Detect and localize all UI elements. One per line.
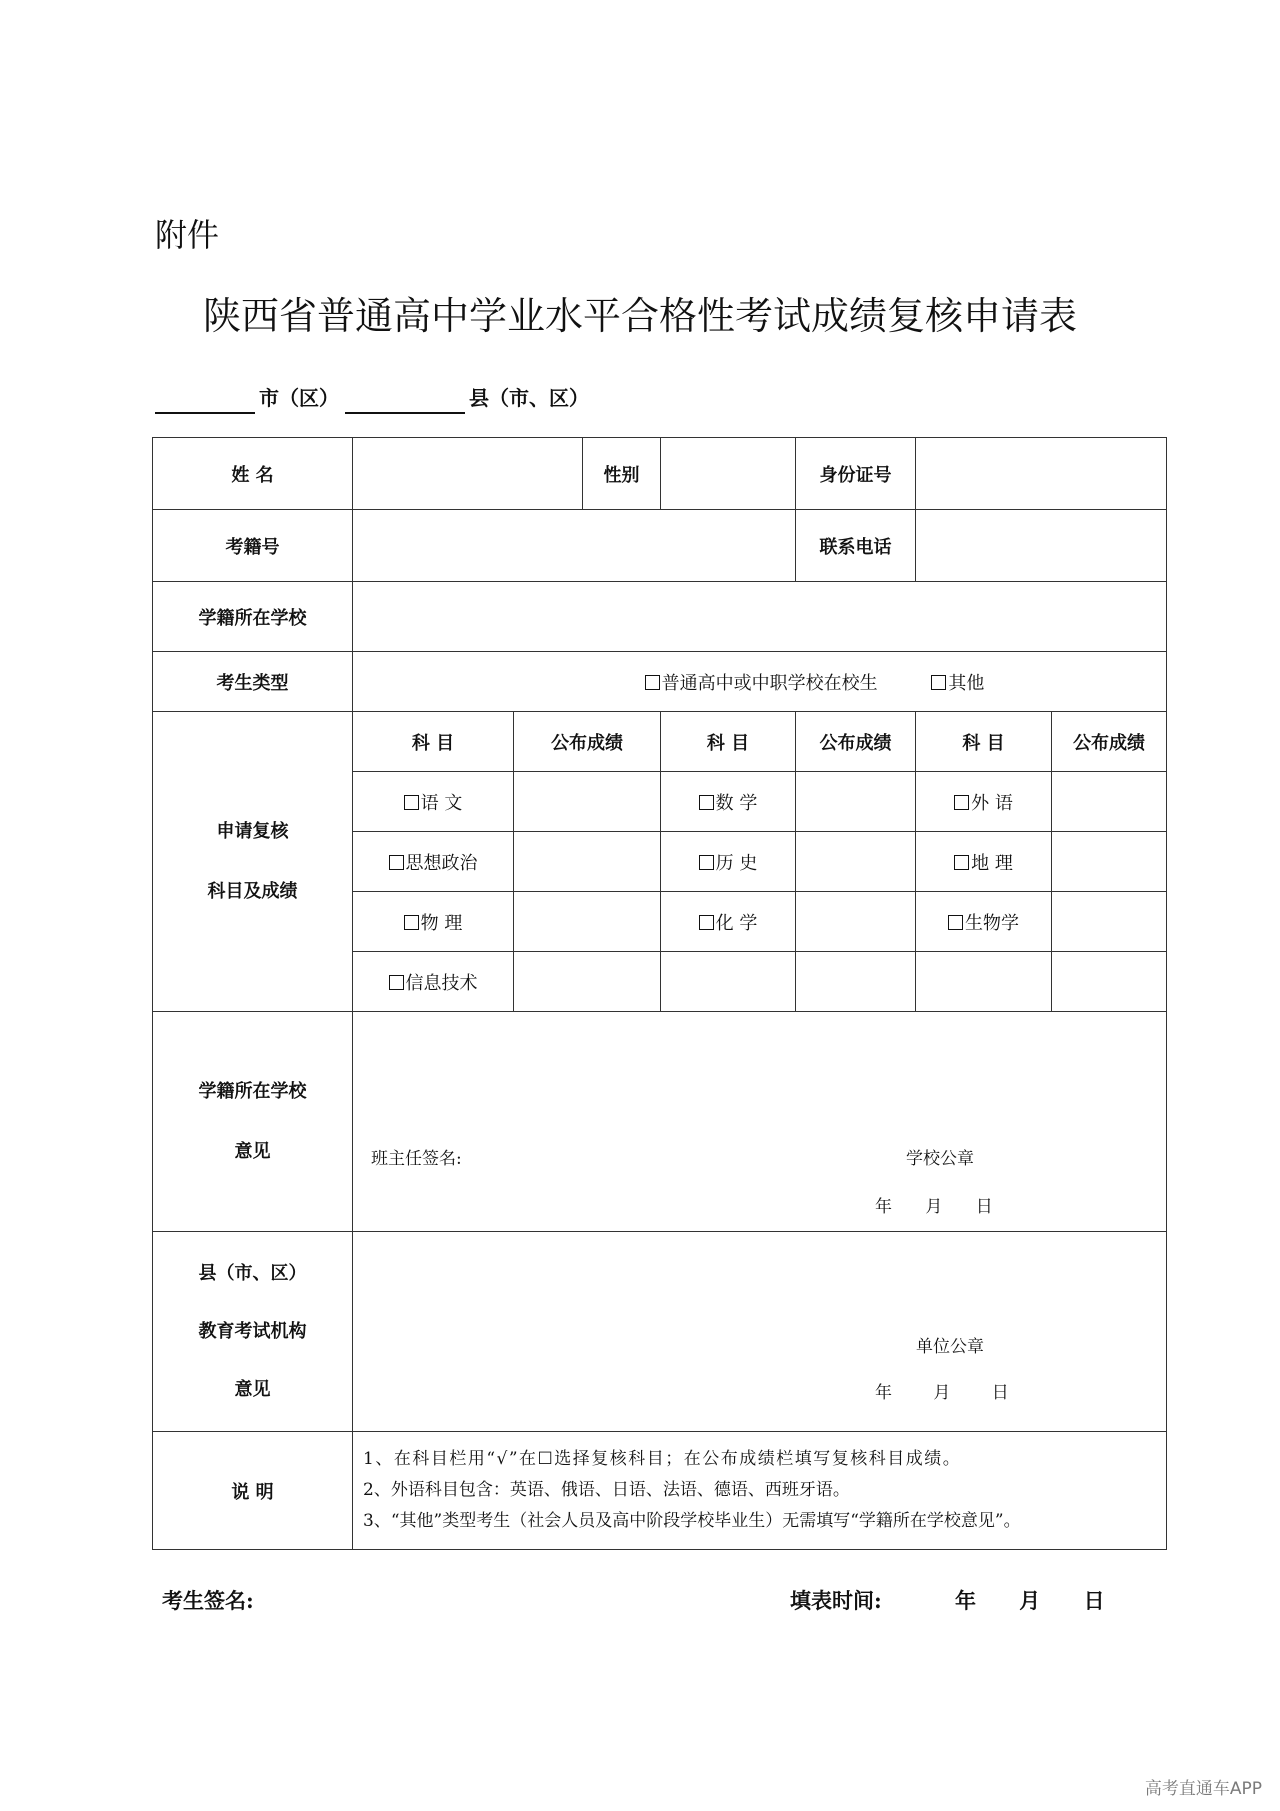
checkbox-icon bbox=[389, 855, 404, 870]
school-label: 学籍所在学校 bbox=[153, 582, 353, 652]
score-header: 公布成绩 bbox=[1052, 712, 1167, 772]
school-opinion-field[interactable] bbox=[353, 1012, 1167, 1232]
subject-option[interactable]: 地 理 bbox=[916, 832, 1052, 892]
checkbox-icon bbox=[948, 915, 963, 930]
name-field[interactable] bbox=[353, 438, 583, 510]
empty-cell bbox=[796, 952, 916, 1012]
checkbox-icon bbox=[931, 675, 946, 690]
subject-option[interactable]: 数 学 bbox=[661, 772, 796, 832]
exam-reg-no-label: 考籍号 bbox=[153, 510, 353, 582]
school-seal-label: 学校公章 bbox=[906, 1149, 974, 1169]
phone-label: 联系电话 bbox=[796, 510, 916, 582]
candidate-type-label: 考生类型 bbox=[153, 652, 353, 712]
watermark: 高考直通车APP bbox=[1144, 1779, 1262, 1799]
candidate-type-option[interactable]: 普通高中或中职学校在校生 bbox=[645, 673, 878, 694]
id-card-label: 身份证号 bbox=[796, 438, 916, 510]
checkbox-icon bbox=[954, 795, 969, 810]
score-field[interactable] bbox=[514, 952, 661, 1012]
phone-field[interactable] bbox=[916, 510, 1167, 582]
candidate-sign-label: 考生签名: bbox=[162, 1588, 254, 1613]
fill-time-label: 填表时间: bbox=[790, 1588, 882, 1613]
checkbox-icon bbox=[699, 855, 714, 870]
notes-content bbox=[353, 1432, 1167, 1550]
county-date: 年 月 日 bbox=[875, 1383, 1009, 1403]
exam-reg-no-field[interactable] bbox=[353, 510, 796, 582]
empty-cell bbox=[661, 952, 796, 1012]
subject-option[interactable]: 思想政治 bbox=[353, 832, 514, 892]
subject-option[interactable]: 信息技术 bbox=[353, 952, 514, 1012]
apply-review-label: 申请复核 科目及成绩 bbox=[153, 712, 353, 1012]
checkbox-icon bbox=[645, 675, 660, 690]
subject-option[interactable]: 语 文 bbox=[353, 772, 514, 832]
county-opinion-field[interactable] bbox=[353, 1232, 1167, 1432]
county-suffix: 县（市、区） bbox=[469, 386, 589, 410]
school-date: 年 月 日 bbox=[875, 1197, 993, 1217]
attachment-label: 附件 bbox=[155, 216, 220, 254]
checkbox-icon bbox=[404, 915, 419, 930]
city-blank[interactable] bbox=[155, 382, 255, 414]
subject-option[interactable]: 生物学 bbox=[916, 892, 1052, 952]
candidate-type-options bbox=[353, 652, 1167, 712]
id-card-field[interactable] bbox=[916, 438, 1167, 510]
subject-option[interactable]: 物 理 bbox=[353, 892, 514, 952]
note-item: 3、“其他”类型考生（社会人员及高中阶段学校毕业生）无需填写“学籍所在学校意见”。 bbox=[363, 1511, 1021, 1531]
checkbox-icon bbox=[389, 975, 404, 990]
subject-header: 科 目 bbox=[916, 712, 1052, 772]
score-header: 公布成绩 bbox=[796, 712, 916, 772]
city-suffix: 市（区） bbox=[259, 386, 339, 410]
score-field[interactable] bbox=[1052, 832, 1167, 892]
score-field[interactable] bbox=[1052, 772, 1167, 832]
region-line bbox=[155, 380, 595, 414]
gender-label: 性别 bbox=[583, 438, 661, 510]
subject-header: 科 目 bbox=[353, 712, 514, 772]
score-field[interactable] bbox=[514, 772, 661, 832]
checkbox-icon bbox=[699, 795, 714, 810]
subject-option[interactable]: 化 学 bbox=[661, 892, 796, 952]
score-field[interactable] bbox=[1052, 892, 1167, 952]
checkbox-icon bbox=[699, 915, 714, 930]
school-field[interactable] bbox=[353, 582, 1167, 652]
empty-cell bbox=[1052, 952, 1167, 1012]
school-opinion-label: 学籍所在学校 意见 bbox=[153, 1012, 353, 1232]
empty-cell bbox=[916, 952, 1052, 1012]
application-form-table bbox=[152, 437, 1167, 1550]
score-field[interactable] bbox=[514, 832, 661, 892]
note-item: 1、在科目栏用“√”在☐选择复核科目；在公布成绩栏填写复核科目成绩。 bbox=[363, 1449, 962, 1469]
name-label: 姓 名 bbox=[153, 438, 353, 510]
subject-option[interactable]: 历 史 bbox=[661, 832, 796, 892]
fill-date: 年 月 日 bbox=[955, 1588, 1105, 1613]
county-opinion-label: 县（市、区） 教育考试机构 意见 bbox=[153, 1232, 353, 1432]
note-item: 2、外语科目包含：英语、俄语、日语、法语、德语、西班牙语。 bbox=[363, 1480, 850, 1500]
checkbox-icon bbox=[954, 855, 969, 870]
county-blank[interactable] bbox=[345, 382, 465, 414]
teacher-sign-label: 班主任签名: bbox=[371, 1149, 462, 1169]
subject-header: 科 目 bbox=[661, 712, 796, 772]
checkbox-icon bbox=[404, 795, 419, 810]
subject-option[interactable]: 外 语 bbox=[916, 772, 1052, 832]
score-field[interactable] bbox=[796, 772, 916, 832]
candidate-type-option[interactable]: 其他 bbox=[931, 673, 984, 694]
score-field[interactable] bbox=[796, 832, 916, 892]
unit-seal-label: 单位公章 bbox=[916, 1337, 984, 1357]
notes-label: 说 明 bbox=[153, 1432, 353, 1550]
gender-field[interactable] bbox=[661, 438, 796, 510]
score-field[interactable] bbox=[514, 892, 661, 952]
score-header: 公布成绩 bbox=[514, 712, 661, 772]
page-title: 陕西省普通高中学业水平合格性考试成绩复核申请表 bbox=[202, 294, 1077, 338]
score-field[interactable] bbox=[796, 892, 916, 952]
